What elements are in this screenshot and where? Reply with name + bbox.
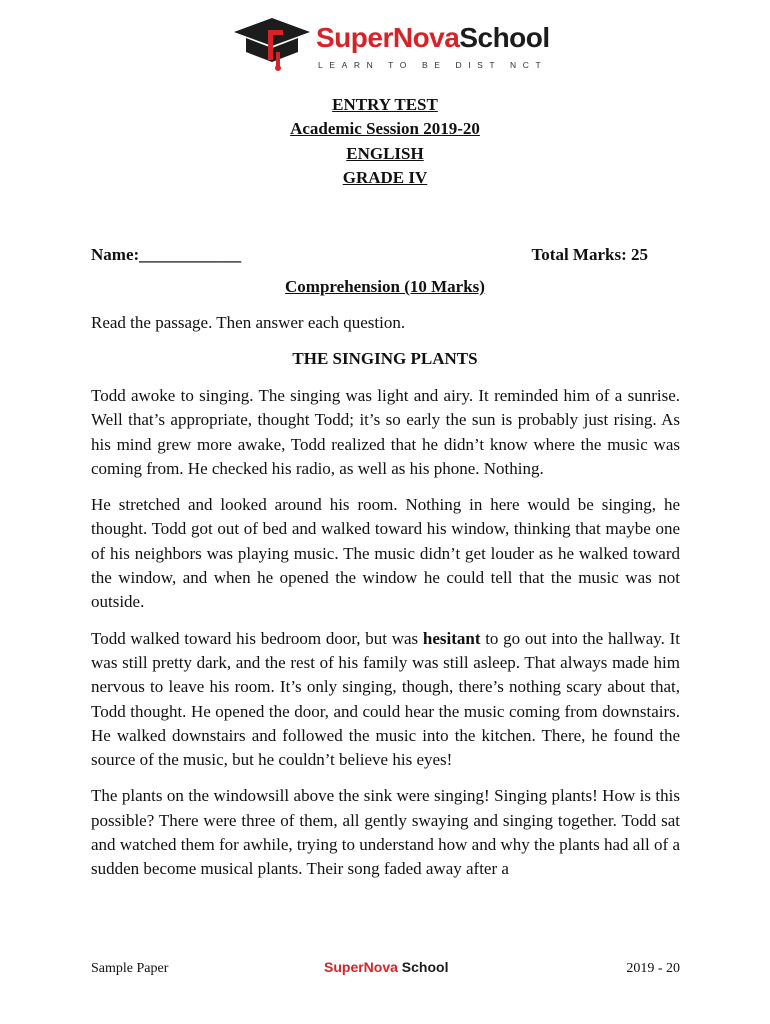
footer-session: 2019 - 20 (626, 961, 680, 976)
paragraph-3-start: Todd walked toward his bedroom door, but was (91, 628, 423, 648)
heading-entry-test: ENTRY TEST (332, 95, 438, 114)
passage-paragraph-4: The plants on the windowsill above the sink were singing! Singing plants! How is this possible? There were three of them, all gently swaying and singing together. Todd sat and watched them for awhile, trying to understand how and why the plants had all of a sudden become musical plants. Their song faded away after a (91, 786, 680, 879)
footer-logo-dark: School (397, 959, 449, 975)
logo-brand-dark: School (459, 22, 550, 53)
graduation-cap-icon (232, 16, 312, 72)
passage-paragraph-2: He stretched and looked around his room. Nothing in here would be singing, he thought. Todd got out of bed and walked toward his window, thinking that maybe one of his neighbors was playing music. The music didn’t get louder as he walked toward the window, and when he opened the window he could tell that the music was not outside. (91, 495, 680, 612)
heading-grade: GRADE IV (342, 167, 428, 187)
logo-tagline: LEARN TO BE DIST NCT (318, 60, 548, 70)
logo-wordmark (316, 22, 550, 54)
name-field-label: Name:____________ (91, 245, 242, 264)
section-title: Comprehension (10 Marks) (285, 277, 485, 296)
instruction-text: Read the passage. Then answer each question. (91, 313, 406, 332)
heading-session: Academic Session 2019-20 (290, 119, 480, 139)
paragraph-3-end: to go out into the hallway. It was still pretty dark, and the rest of his family was still asleep. That always made him nervous to leave his room. It’s only singing, though, there’s nothing scary about that, Todd thought. He opened the door, and could hear the music coming from downstairs. He walked downstairs and followed the music into the kitchen. There, he found the source of the music, but he couldn’t believe his eyes! (91, 628, 681, 770)
footer-sample-paper: Sample Paper (91, 961, 169, 976)
school-logo (232, 16, 550, 72)
logo-brand-red: SuperNova (316, 22, 460, 53)
test-heading (0, 93, 770, 190)
footer-logo-red: SuperNova (324, 959, 398, 975)
passage-title: THE SINGING PLANTS (292, 349, 478, 368)
total-marks: Total Marks: 25 (531, 245, 648, 264)
passage-body (91, 384, 680, 894)
footer-logo (324, 959, 448, 975)
heading-subject: ENGLISH (346, 143, 424, 163)
passage-paragraph-1: Todd awoke to singing. The singing was light and airy. It reminded him of a sunrise. Well that’s appropriate, thought Todd; it’s so early the sun is probably just rising. As his mind grew more awake, Todd realized that he didn’t know where the music was coming from. He checked his radio, as well as his phone. Nothing. (91, 386, 680, 478)
vocabulary-word: hesitant (422, 628, 481, 648)
passage-paragraph-3 (91, 627, 680, 773)
